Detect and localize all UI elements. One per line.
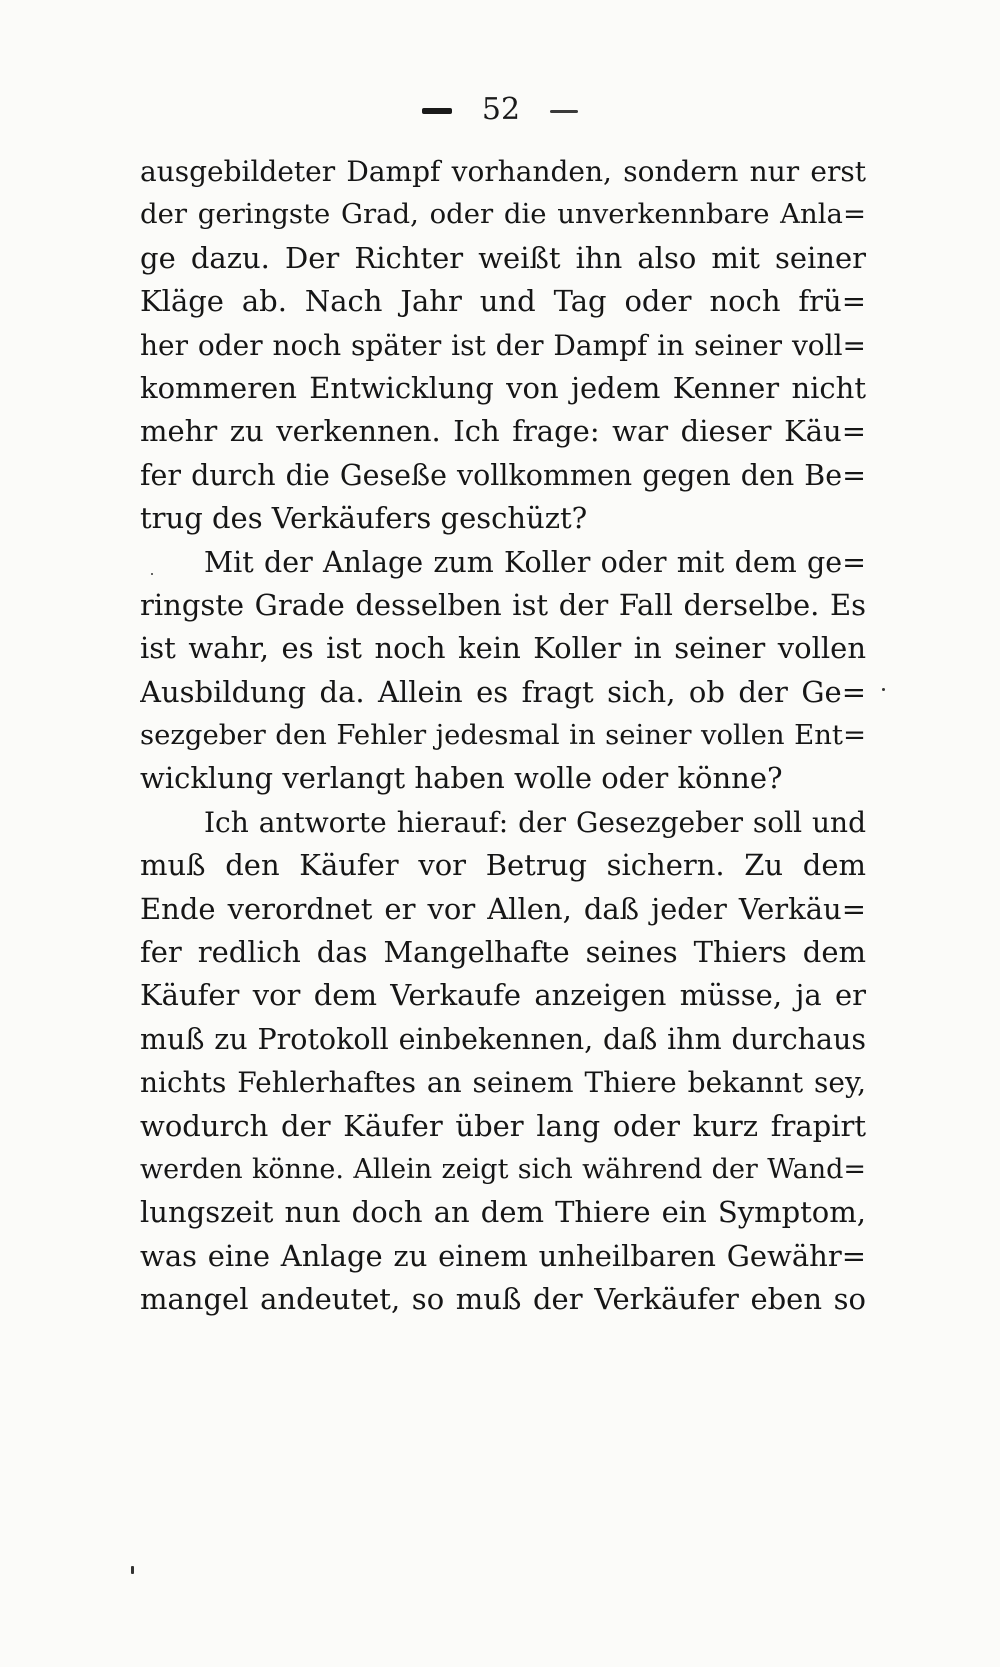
text-line: Käufer vor dem Verkaufe anzeigen müsse, ja er (140, 978, 866, 1013)
text-line: trug des Verkäufers geschüzt? (140, 501, 588, 536)
text-line: ringste Grade desselben ist der Fall derselbe. Es (140, 587, 866, 622)
text-line: Ich antworte hierauf: der Gesezgeber soll und (204, 805, 866, 839)
text-line: fer redlich das Mangelhafte seines Thiers dem (140, 935, 866, 970)
page-number: 52 (481, 92, 521, 127)
print-speck (151, 573, 153, 575)
text-line: lungszeit nun doch an dem Thiere ein Symptom, (140, 1195, 866, 1230)
text-line: Mit der Anlage zum Koller oder mit dem ge= (204, 545, 866, 579)
text-line: was eine Anlage zu einem unheilbaren Gewähr= (140, 1238, 866, 1273)
text-line: fer durch die Geseße vollkommen gegen den Be= (140, 458, 866, 492)
header-ornament-right (550, 110, 578, 113)
print-speck (882, 688, 885, 691)
text-line: her oder noch später ist der Dampf in seiner voll= (140, 328, 866, 362)
text-line: wicklung verlangt haben wolle oder könne? (140, 761, 783, 796)
text-line: Ausbildung da. Allein es fragt sich, ob der Ge= (140, 674, 866, 709)
text-line: ge dazu. Der Richter weißt ihn also mit seiner (140, 240, 866, 275)
text-line: mehr zu verkennen. Ich frage: war dieser Käu= (140, 414, 866, 449)
text-line: nichts Fehlerhaftes an seinem Thiere bekannt sey, (140, 1066, 866, 1100)
text-line: sezgeber den Fehler jedesmal in seiner vollen Ent= (140, 719, 866, 752)
text-line: werden könne. Allein zeigt sich während der Wand= (140, 1153, 866, 1185)
header-ornament-left (422, 108, 452, 114)
text-line: der geringste Grad, oder die unverkennbare Anla= (140, 198, 866, 231)
body-text (140, 150, 866, 1322)
text-line: ausgebildeter Dampf vorhanden, sondern nur erst (140, 155, 866, 188)
text-line: kommeren Entwicklung von jedem Kenner nicht (140, 370, 866, 405)
text-line: muß zu Protokoll einbekennen, daß ihm durchaus (140, 1022, 866, 1056)
text-line: wodurch der Käufer über lang oder kurz frapirt (140, 1108, 866, 1143)
text-line: ist wahr, es ist noch kein Koller in seiner vollen (140, 631, 866, 666)
text-line: mangel andeutet, so muß der Verkäufer eben so (140, 1282, 866, 1317)
text-line: Ende verordnet er vor Allen, daß jeder Verkäu= (140, 891, 866, 926)
page-header (0, 92, 1000, 127)
text-line: muß den Käufer vor Betrug sichern. Zu dem (140, 848, 866, 883)
text-line: Kläge ab. Nach Jahr und Tag oder noch frü= (140, 284, 866, 319)
print-speck (131, 1566, 134, 1574)
